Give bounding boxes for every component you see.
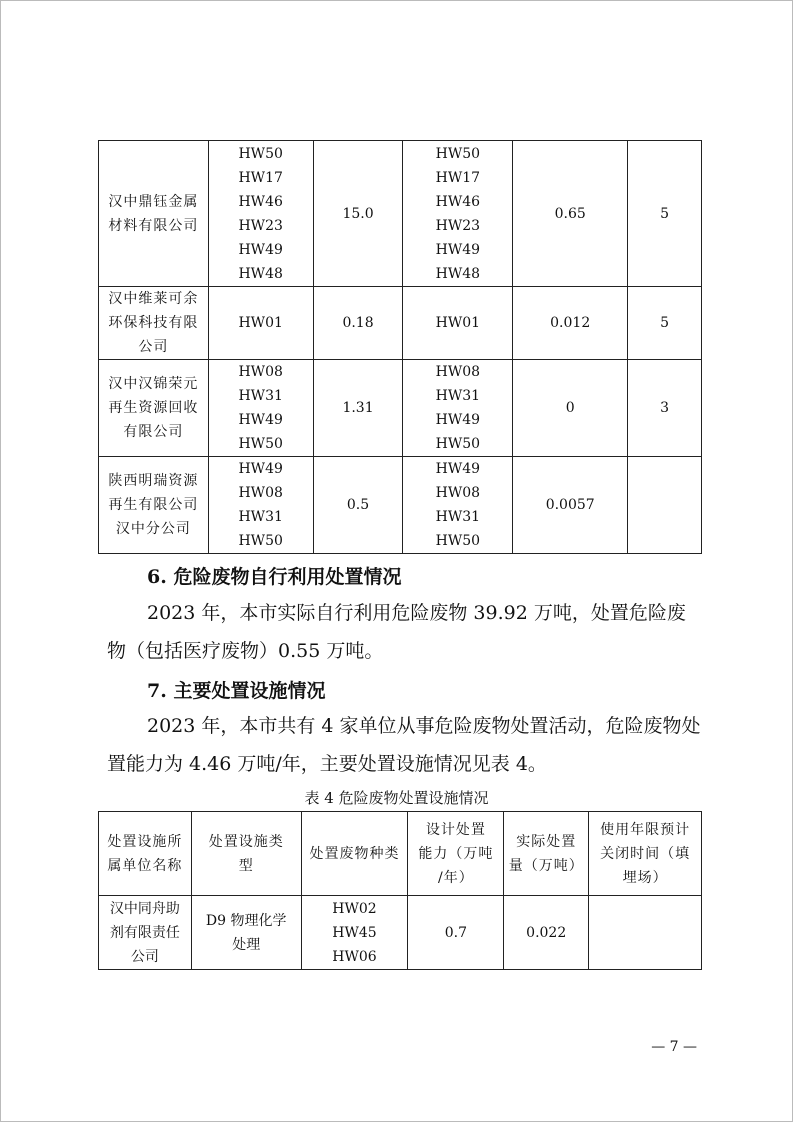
waste-code: HW49 — [435, 241, 481, 258]
actual-cell — [513, 360, 628, 457]
waste-code: HW46 — [238, 193, 283, 210]
table-row — [99, 287, 702, 360]
capacity-value: 0.5 — [346, 497, 370, 513]
waste-code: HW46 — [435, 193, 481, 210]
facility-type-line: D9 物理化学 — [205, 912, 287, 929]
disposal-facilities-table — [98, 811, 702, 970]
company-name-line: 汉中鼎钰金属 — [108, 193, 199, 210]
waste-code: HW01 — [238, 315, 283, 331]
waste-code: HW06 — [332, 948, 377, 965]
waste-code: HW48 — [435, 265, 481, 282]
waste-codes-cell — [403, 141, 513, 287]
waste-code: HW02 — [332, 900, 377, 917]
waste-code: HW49 — [238, 461, 283, 477]
column-header — [408, 812, 504, 896]
header-line: 处置废物种类 — [309, 845, 400, 862]
header-line: 关闭时间（填 — [600, 845, 691, 862]
waste-code: HW50 — [435, 533, 481, 549]
waste-codes-cell — [403, 457, 513, 554]
header-line: /年） — [438, 869, 474, 886]
header-line: 量（万吨） — [508, 857, 584, 874]
actual-value: 0.012 — [550, 315, 591, 331]
waste-codes-cell — [301, 896, 408, 970]
waste-code: HW08 — [435, 485, 481, 501]
waste-code: HW23 — [238, 217, 283, 234]
company-name-line: 公司 — [138, 339, 169, 355]
company-name-line: 再生资源回收 — [108, 400, 199, 416]
company-name-line: 剂有限责任 — [109, 924, 180, 941]
company-name-line: 陕西明瑞资源 — [108, 473, 199, 489]
years-value: 5 — [660, 315, 670, 331]
table-row — [99, 457, 702, 554]
waste-codes-cell — [208, 360, 313, 457]
facility-type-line: 处理 — [232, 936, 261, 953]
waste-code: HW17 — [238, 169, 283, 186]
waste-code: HW31 — [238, 509, 283, 525]
company-cell — [99, 360, 209, 457]
table-row — [99, 141, 702, 287]
waste-code: HW50 — [238, 533, 283, 549]
company-name-line: 汉中同舟助 — [109, 900, 180, 917]
column-header — [191, 812, 301, 896]
capacity-value: 1.31 — [342, 400, 374, 416]
capacity-value: 0.7 — [444, 924, 467, 941]
waste-code: HW48 — [238, 265, 283, 282]
actual-cell — [513, 287, 628, 360]
capacity-cell — [313, 457, 403, 554]
company-name-line: 材料有限公司 — [108, 217, 199, 234]
waste-code: HW45 — [332, 924, 377, 941]
waste-code: HW49 — [435, 461, 481, 477]
waste-codes-cell — [208, 287, 313, 360]
header-line: 使用年限预计 — [600, 821, 691, 838]
company-name-line: 汉中维莱可余 — [108, 291, 199, 307]
section6-heading: 6. 危险废物自行利用处置情况 — [147, 566, 402, 588]
waste-code: HW01 — [435, 315, 481, 331]
column-header — [504, 812, 589, 896]
actual-value: 0 — [565, 400, 575, 416]
actual-value: 0.0057 — [545, 497, 595, 513]
table-row — [99, 896, 702, 970]
waste-codes-cell — [208, 457, 313, 554]
waste-code: HW17 — [435, 169, 481, 186]
waste-code: HW50 — [435, 436, 481, 452]
waste-code: HW31 — [435, 509, 481, 525]
actual-cell — [513, 141, 628, 287]
company-name-line: 公司 — [130, 948, 159, 965]
facility-type-cell — [191, 896, 301, 970]
section6-paragraph: 2023 年，本市实际自行利用危险废物 39.92 万吨，处置危险废物（包括医疗废物）0.55 万吨。 — [107, 602, 686, 662]
years-cell — [628, 141, 702, 287]
waste-code: HW08 — [238, 485, 283, 501]
table-row — [99, 360, 702, 457]
column-header — [301, 812, 408, 896]
table4-caption: 表 4 危险废物处置设施情况 — [304, 789, 489, 807]
column-header — [589, 812, 702, 896]
header-line: 实际处置 — [516, 833, 577, 850]
waste-codes-cell — [403, 360, 513, 457]
page-number: — 7 — — [651, 1039, 697, 1055]
capacity-cell — [313, 287, 403, 360]
company-name-line: 再生有限公司 — [108, 497, 199, 513]
company-cell — [99, 457, 209, 554]
capacity-cell — [313, 360, 403, 457]
company-name-line: 汉中汉锦荣元 — [108, 376, 199, 392]
waste-code: HW31 — [238, 388, 283, 404]
waste-code: HW08 — [238, 364, 283, 380]
actual-cell — [513, 457, 628, 554]
waste-code: HW23 — [435, 217, 481, 234]
years-cell — [628, 457, 702, 554]
years-cell — [628, 287, 702, 360]
years-cell — [589, 896, 702, 970]
company-cell — [99, 287, 209, 360]
waste-code: HW50 — [435, 145, 481, 162]
company-name-line: 环保科技有限 — [108, 315, 199, 331]
capacity-value: 15.0 — [342, 205, 374, 222]
header-line: 处置设施类 — [208, 833, 284, 850]
capacity-cell — [408, 896, 504, 970]
utilization-table — [98, 140, 702, 554]
capacity-value: 0.18 — [342, 315, 374, 331]
years-value: 3 — [660, 400, 670, 416]
actual-cell — [504, 896, 589, 970]
capacity-cell — [313, 141, 403, 287]
waste-codes-cell — [403, 287, 513, 360]
actual-value: 0.65 — [554, 205, 586, 222]
waste-code: HW31 — [435, 388, 481, 404]
column-header — [99, 812, 192, 896]
waste-code: HW49 — [435, 412, 481, 428]
header-line: 设计处置 — [425, 821, 486, 838]
waste-codes-cell — [208, 141, 313, 287]
company-cell — [99, 141, 209, 287]
header-line: 埋场） — [622, 869, 668, 886]
waste-code: HW50 — [238, 145, 283, 162]
header-line: 能力（万吨 — [418, 845, 494, 862]
company-name-line: 有限公司 — [123, 424, 184, 440]
company-name-line: 汉中分公司 — [115, 521, 191, 537]
company-cell — [99, 896, 192, 970]
waste-code: HW49 — [238, 412, 283, 428]
table4-header-row — [99, 812, 702, 896]
header-line: 属单位名称 — [107, 857, 183, 874]
years-cell — [628, 360, 702, 457]
section7-paragraph: 2023 年，本市共有 4 家单位从事危险废物处置活动，危险废物处置能力为 4.46 万吨/年，主要处置设施情况见表 4。 — [107, 715, 701, 775]
actual-value: 0.022 — [526, 924, 567, 941]
section7-heading: 7. 主要处置设施情况 — [147, 680, 326, 702]
waste-code: HW08 — [435, 364, 481, 380]
waste-code: HW49 — [238, 241, 283, 258]
header-line: 型 — [238, 857, 254, 874]
years-value: 5 — [660, 205, 670, 222]
waste-code: HW50 — [238, 436, 283, 452]
header-line: 处置设施所 — [107, 833, 183, 850]
